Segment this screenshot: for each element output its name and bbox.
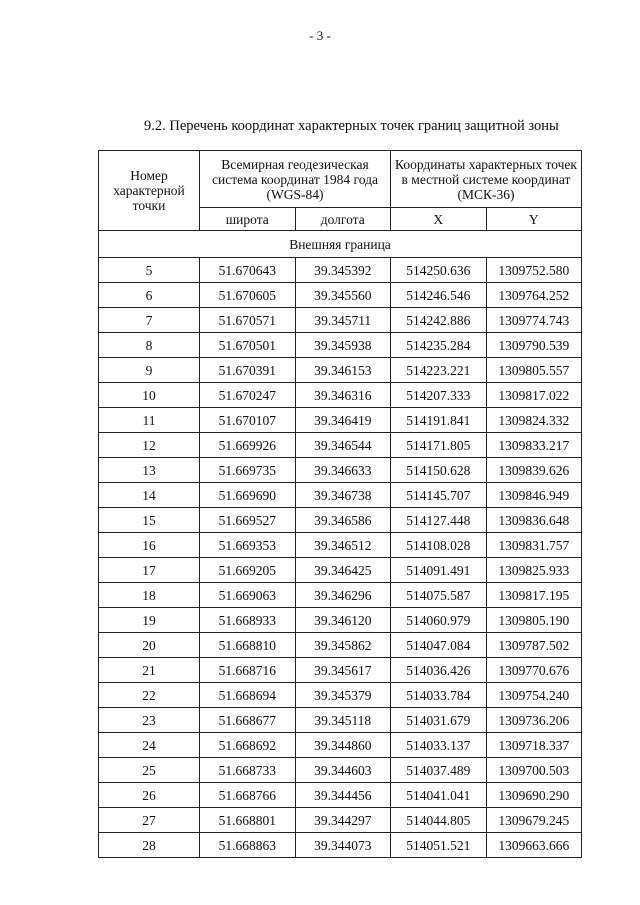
- cell-latitude: 51.669926: [200, 433, 296, 458]
- cell-x: 514207.333: [391, 383, 487, 408]
- cell-y: 1309736.206: [486, 708, 582, 733]
- table-row: [99, 508, 582, 533]
- cell-x: 514235.284: [391, 333, 487, 358]
- cell-latitude: 51.668733: [200, 758, 296, 783]
- cell-latitude: 51.668677: [200, 708, 296, 733]
- cell-longitude: 39.346633: [295, 458, 391, 483]
- table-row: [99, 833, 582, 858]
- cell-latitude: 51.668766: [200, 783, 296, 808]
- cell-y: 1309824.332: [486, 408, 582, 433]
- cell-latitude: 51.669353: [200, 533, 296, 558]
- cell-y: 1309839.626: [486, 458, 582, 483]
- cell-longitude: 39.346738: [295, 483, 391, 508]
- table-row: [99, 383, 582, 408]
- cell-longitude: 39.346425: [295, 558, 391, 583]
- cell-latitude: 51.670247: [200, 383, 296, 408]
- cell-latitude: 51.669735: [200, 458, 296, 483]
- cell-y: 1309805.557: [486, 358, 582, 383]
- cell-y: 1309754.240: [486, 683, 582, 708]
- cell-x: 514047.084: [391, 633, 487, 658]
- table-row: [99, 658, 582, 683]
- cell-longitude: 39.345862: [295, 633, 391, 658]
- cell-point-number: 22: [99, 683, 200, 708]
- cell-x: 514246.546: [391, 283, 487, 308]
- table-row: [99, 458, 582, 483]
- cell-latitude: 51.669690: [200, 483, 296, 508]
- cell-point-number: 25: [99, 758, 200, 783]
- cell-longitude: 39.344860: [295, 733, 391, 758]
- cell-point-number: 11: [99, 408, 200, 433]
- cell-x: 514250.636: [391, 258, 487, 283]
- cell-longitude: 39.345379: [295, 683, 391, 708]
- cell-point-number: 5: [99, 258, 200, 283]
- table-row: [99, 258, 582, 283]
- cell-latitude: 51.670107: [200, 408, 296, 433]
- cell-point-number: 14: [99, 483, 200, 508]
- cell-y: 1309764.252: [486, 283, 582, 308]
- cell-longitude: 39.345938: [295, 333, 391, 358]
- table-row: [99, 283, 582, 308]
- cell-longitude: 39.345118: [295, 708, 391, 733]
- cell-longitude: 39.344603: [295, 758, 391, 783]
- cell-latitude: 51.668692: [200, 733, 296, 758]
- cell-y: 1309700.503: [486, 758, 582, 783]
- cell-latitude: 51.669205: [200, 558, 296, 583]
- cell-y: 1309831.757: [486, 533, 582, 558]
- cell-x: 514033.137: [391, 733, 487, 758]
- cell-point-number: 19: [99, 608, 200, 633]
- cell-point-number: 27: [99, 808, 200, 833]
- cell-y: 1309774.743: [486, 308, 582, 333]
- cell-point-number: 13: [99, 458, 200, 483]
- cell-x: 514171.805: [391, 433, 487, 458]
- cell-point-number: 28: [99, 833, 200, 858]
- header-wgs84: Всемирная геодезическая система координат 1984 года (WGS-84): [200, 151, 391, 208]
- cell-longitude: 39.346153: [295, 358, 391, 383]
- cell-point-number: 26: [99, 783, 200, 808]
- header-x: X: [391, 208, 487, 231]
- cell-point-number: 23: [99, 708, 200, 733]
- cell-point-number: 9: [99, 358, 200, 383]
- cell-longitude: 39.346296: [295, 583, 391, 608]
- table-row: [99, 408, 582, 433]
- cell-longitude: 39.345392: [295, 258, 391, 283]
- cell-point-number: 21: [99, 658, 200, 683]
- cell-y: 1309679.245: [486, 808, 582, 833]
- cell-y: 1309805.190: [486, 608, 582, 633]
- cell-longitude: 39.345617: [295, 658, 391, 683]
- cell-longitude: 39.346120: [295, 608, 391, 633]
- header-local-coords: Координаты характерных точек в местной системе координат (МСК-36): [391, 151, 582, 208]
- table-row: [99, 608, 582, 633]
- header-longitude: долгота: [295, 208, 391, 231]
- cell-longitude: 39.346316: [295, 383, 391, 408]
- cell-point-number: 17: [99, 558, 200, 583]
- cell-x: 514145.707: [391, 483, 487, 508]
- cell-point-number: 12: [99, 433, 200, 458]
- cell-point-number: 24: [99, 733, 200, 758]
- cell-longitude: 39.344456: [295, 783, 391, 808]
- cell-latitude: 51.668863: [200, 833, 296, 858]
- cell-x: 514060.979: [391, 608, 487, 633]
- cell-y: 1309718.337: [486, 733, 582, 758]
- table-row: [99, 683, 582, 708]
- cell-x: 514127.448: [391, 508, 487, 533]
- cell-point-number: 16: [99, 533, 200, 558]
- cell-point-number: 7: [99, 308, 200, 333]
- cell-latitude: 51.669063: [200, 583, 296, 608]
- cell-longitude: 39.346586: [295, 508, 391, 533]
- cell-point-number: 6: [99, 283, 200, 308]
- cell-x: 514031.679: [391, 708, 487, 733]
- cell-point-number: 15: [99, 508, 200, 533]
- cell-latitude: 51.668933: [200, 608, 296, 633]
- table-row: [99, 433, 582, 458]
- page-number: - 3 -: [309, 28, 331, 43]
- cell-latitude: 51.668694: [200, 683, 296, 708]
- cell-longitude: 39.346419: [295, 408, 391, 433]
- cell-longitude: 39.345560: [295, 283, 391, 308]
- table-row: [99, 708, 582, 733]
- cell-y: 1309825.933: [486, 558, 582, 583]
- cell-x: 514033.784: [391, 683, 487, 708]
- cell-latitude: 51.670391: [200, 358, 296, 383]
- cell-x: 514108.028: [391, 533, 487, 558]
- cell-x: 514191.841: [391, 408, 487, 433]
- table-row: [99, 533, 582, 558]
- cell-y: 1309787.502: [486, 633, 582, 658]
- cell-latitude: 51.670643: [200, 258, 296, 283]
- cell-latitude: 51.670605: [200, 283, 296, 308]
- header-latitude: широта: [200, 208, 296, 231]
- table-row: [99, 358, 582, 383]
- cell-x: 514037.489: [391, 758, 487, 783]
- cell-longitude: 39.344297: [295, 808, 391, 833]
- cell-y: 1309690.290: [486, 783, 582, 808]
- cell-x: 514041.041: [391, 783, 487, 808]
- cell-x: 514091.491: [391, 558, 487, 583]
- cell-y: 1309752.580: [486, 258, 582, 283]
- cell-x: 514051.521: [391, 833, 487, 858]
- table-row: [99, 758, 582, 783]
- header-point-number: Номер характерной точки: [99, 151, 200, 231]
- cell-longitude: 39.344073: [295, 833, 391, 858]
- cell-point-number: 18: [99, 583, 200, 608]
- section-title: 9.2. Перечень координат характерных точек границ защитной зоны: [144, 118, 559, 134]
- cell-longitude: 39.346512: [295, 533, 391, 558]
- table-row: [99, 783, 582, 808]
- table-row: [99, 583, 582, 608]
- cell-longitude: 39.345711: [295, 308, 391, 333]
- cell-y: 1309817.022: [486, 383, 582, 408]
- cell-x: 514044.805: [391, 808, 487, 833]
- coordinates-table: [98, 150, 582, 858]
- table-row: [99, 633, 582, 658]
- cell-latitude: 51.670501: [200, 333, 296, 358]
- cell-y: 1309833.217: [486, 433, 582, 458]
- cell-y: 1309817.195: [486, 583, 582, 608]
- table-row: [99, 483, 582, 508]
- cell-x: 514242.886: [391, 308, 487, 333]
- cell-y: 1309663.666: [486, 833, 582, 858]
- cell-latitude: 51.670571: [200, 308, 296, 333]
- cell-longitude: 39.346544: [295, 433, 391, 458]
- cell-point-number: 8: [99, 333, 200, 358]
- cell-latitude: 51.668716: [200, 658, 296, 683]
- header-y: Y: [486, 208, 582, 231]
- section-label-outer-boundary: Внешняя граница: [99, 231, 582, 258]
- cell-x: 514223.221: [391, 358, 487, 383]
- cell-y: 1309846.949: [486, 483, 582, 508]
- cell-latitude: 51.669527: [200, 508, 296, 533]
- cell-y: 1309836.648: [486, 508, 582, 533]
- cell-point-number: 20: [99, 633, 200, 658]
- table-row: [99, 558, 582, 583]
- cell-x: 514036.426: [391, 658, 487, 683]
- cell-latitude: 51.668801: [200, 808, 296, 833]
- table-row: [99, 733, 582, 758]
- cell-y: 1309790.539: [486, 333, 582, 358]
- table-row: [99, 333, 582, 358]
- cell-y: 1309770.676: [486, 658, 582, 683]
- table-row: [99, 808, 582, 833]
- cell-latitude: 51.668810: [200, 633, 296, 658]
- table-row: [99, 308, 582, 333]
- cell-x: 514075.587: [391, 583, 487, 608]
- cell-x: 514150.628: [391, 458, 487, 483]
- cell-point-number: 10: [99, 383, 200, 408]
